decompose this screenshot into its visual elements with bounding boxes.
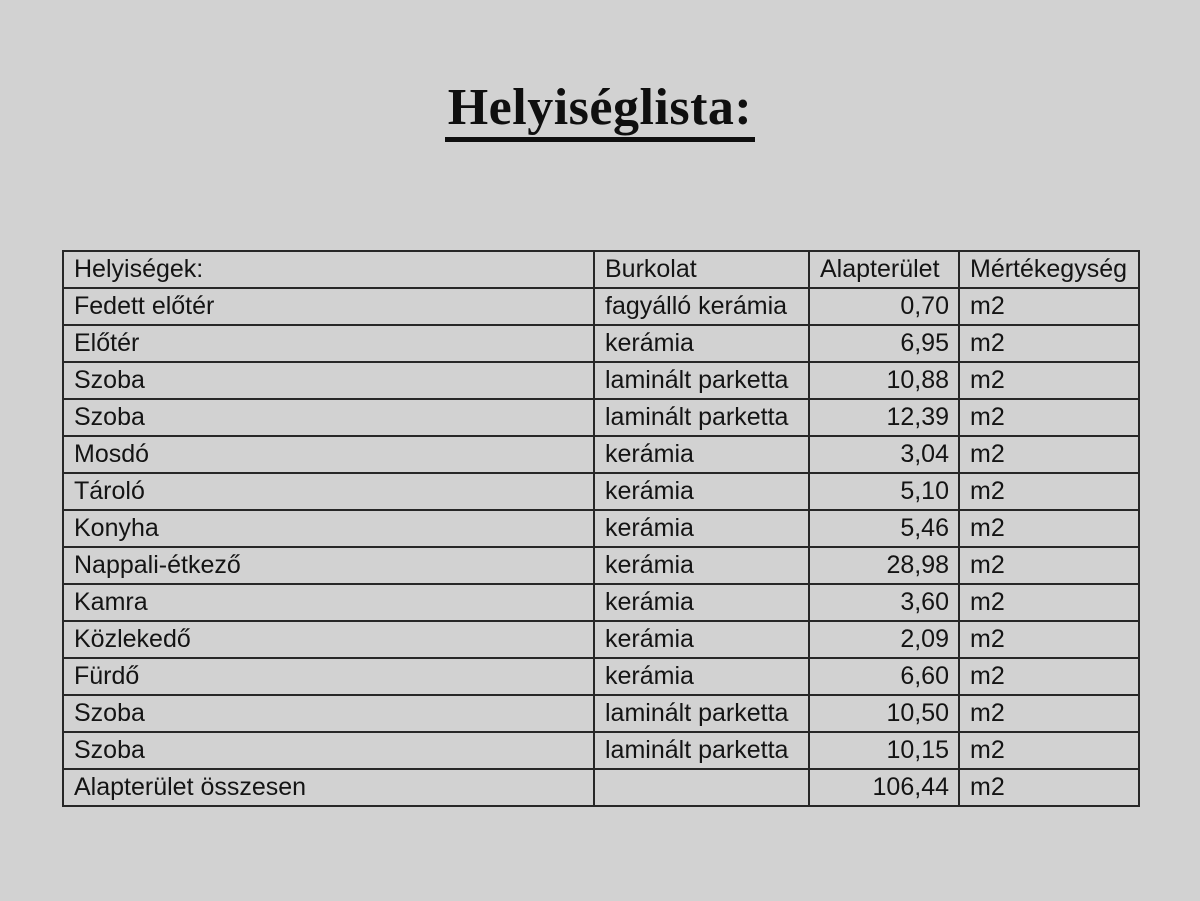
table-row bbox=[63, 399, 1139, 436]
cell-flooring: kerámia bbox=[594, 436, 809, 473]
cell-flooring: laminált parketta bbox=[594, 732, 809, 769]
cell-area: 10,50 bbox=[809, 695, 959, 732]
cell-unit: m2 bbox=[959, 695, 1139, 732]
table-row bbox=[63, 695, 1139, 732]
cell-room: Nappali-étkező bbox=[63, 547, 594, 584]
table-row bbox=[63, 510, 1139, 547]
cell-area: 3,60 bbox=[809, 584, 959, 621]
cell-flooring: kerámia bbox=[594, 547, 809, 584]
cell-flooring: kerámia bbox=[594, 621, 809, 658]
cell-area: 106,44 bbox=[809, 769, 959, 806]
table-row bbox=[63, 732, 1139, 769]
cell-room: Kamra bbox=[63, 584, 594, 621]
cell-flooring: laminált parketta bbox=[594, 399, 809, 436]
table-row bbox=[63, 436, 1139, 473]
header-flooring: Burkolat bbox=[594, 251, 809, 288]
header-area: Alapterület bbox=[809, 251, 959, 288]
cell-unit: m2 bbox=[959, 288, 1139, 325]
cell-room: Fürdő bbox=[63, 658, 594, 695]
table-row bbox=[63, 473, 1139, 510]
cell-flooring: laminált parketta bbox=[594, 362, 809, 399]
cell-unit: m2 bbox=[959, 399, 1139, 436]
cell-room: Szoba bbox=[63, 732, 594, 769]
header-row bbox=[63, 251, 1139, 288]
total-row bbox=[63, 769, 1139, 806]
cell-unit: m2 bbox=[959, 362, 1139, 399]
cell-area: 28,98 bbox=[809, 547, 959, 584]
cell-area: 6,60 bbox=[809, 658, 959, 695]
cell-unit: m2 bbox=[959, 325, 1139, 362]
table-row bbox=[63, 584, 1139, 621]
cell-area: 5,46 bbox=[809, 510, 959, 547]
cell-flooring: kerámia bbox=[594, 473, 809, 510]
cell-area: 12,39 bbox=[809, 399, 959, 436]
room-list-table-container bbox=[62, 250, 1140, 807]
cell-unit: m2 bbox=[959, 621, 1139, 658]
cell-unit: m2 bbox=[959, 769, 1139, 806]
cell-flooring: laminált parketta bbox=[594, 695, 809, 732]
page-title: Helyiséglista: bbox=[445, 82, 756, 142]
cell-room: Fedett előtér bbox=[63, 288, 594, 325]
cell-area: 10,15 bbox=[809, 732, 959, 769]
room-list-table bbox=[62, 250, 1140, 807]
cell-unit: m2 bbox=[959, 436, 1139, 473]
table-row bbox=[63, 325, 1139, 362]
cell-flooring: kerámia bbox=[594, 510, 809, 547]
cell-unit: m2 bbox=[959, 547, 1139, 584]
table-row bbox=[63, 362, 1139, 399]
cell-room: Szoba bbox=[63, 695, 594, 732]
cell-unit: m2 bbox=[959, 658, 1139, 695]
cell-area: 6,95 bbox=[809, 325, 959, 362]
cell-room: Előtér bbox=[63, 325, 594, 362]
cell-area: 10,88 bbox=[809, 362, 959, 399]
table-row bbox=[63, 547, 1139, 584]
cell-flooring bbox=[594, 769, 809, 806]
table-row bbox=[63, 288, 1139, 325]
cell-room: Tároló bbox=[63, 473, 594, 510]
cell-flooring: fagyálló kerámia bbox=[594, 288, 809, 325]
header-rooms: Helyiségek: bbox=[63, 251, 594, 288]
cell-room: Alapterület összesen bbox=[63, 769, 594, 806]
cell-flooring: kerámia bbox=[594, 325, 809, 362]
cell-area: 3,04 bbox=[809, 436, 959, 473]
cell-area: 2,09 bbox=[809, 621, 959, 658]
cell-area: 0,70 bbox=[809, 288, 959, 325]
cell-room: Konyha bbox=[63, 510, 594, 547]
table-row bbox=[63, 621, 1139, 658]
cell-room: Szoba bbox=[63, 362, 594, 399]
table-row bbox=[63, 658, 1139, 695]
cell-room: Szoba bbox=[63, 399, 594, 436]
cell-area: 5,10 bbox=[809, 473, 959, 510]
cell-unit: m2 bbox=[959, 510, 1139, 547]
table-body bbox=[63, 288, 1139, 806]
cell-unit: m2 bbox=[959, 584, 1139, 621]
cell-unit: m2 bbox=[959, 732, 1139, 769]
header-unit: Mértékegység bbox=[959, 251, 1139, 288]
title-area bbox=[0, 79, 1200, 142]
cell-unit: m2 bbox=[959, 473, 1139, 510]
cell-room: Mosdó bbox=[63, 436, 594, 473]
cell-flooring: kerámia bbox=[594, 658, 809, 695]
cell-room: Közlekedő bbox=[63, 621, 594, 658]
cell-flooring: kerámia bbox=[594, 584, 809, 621]
